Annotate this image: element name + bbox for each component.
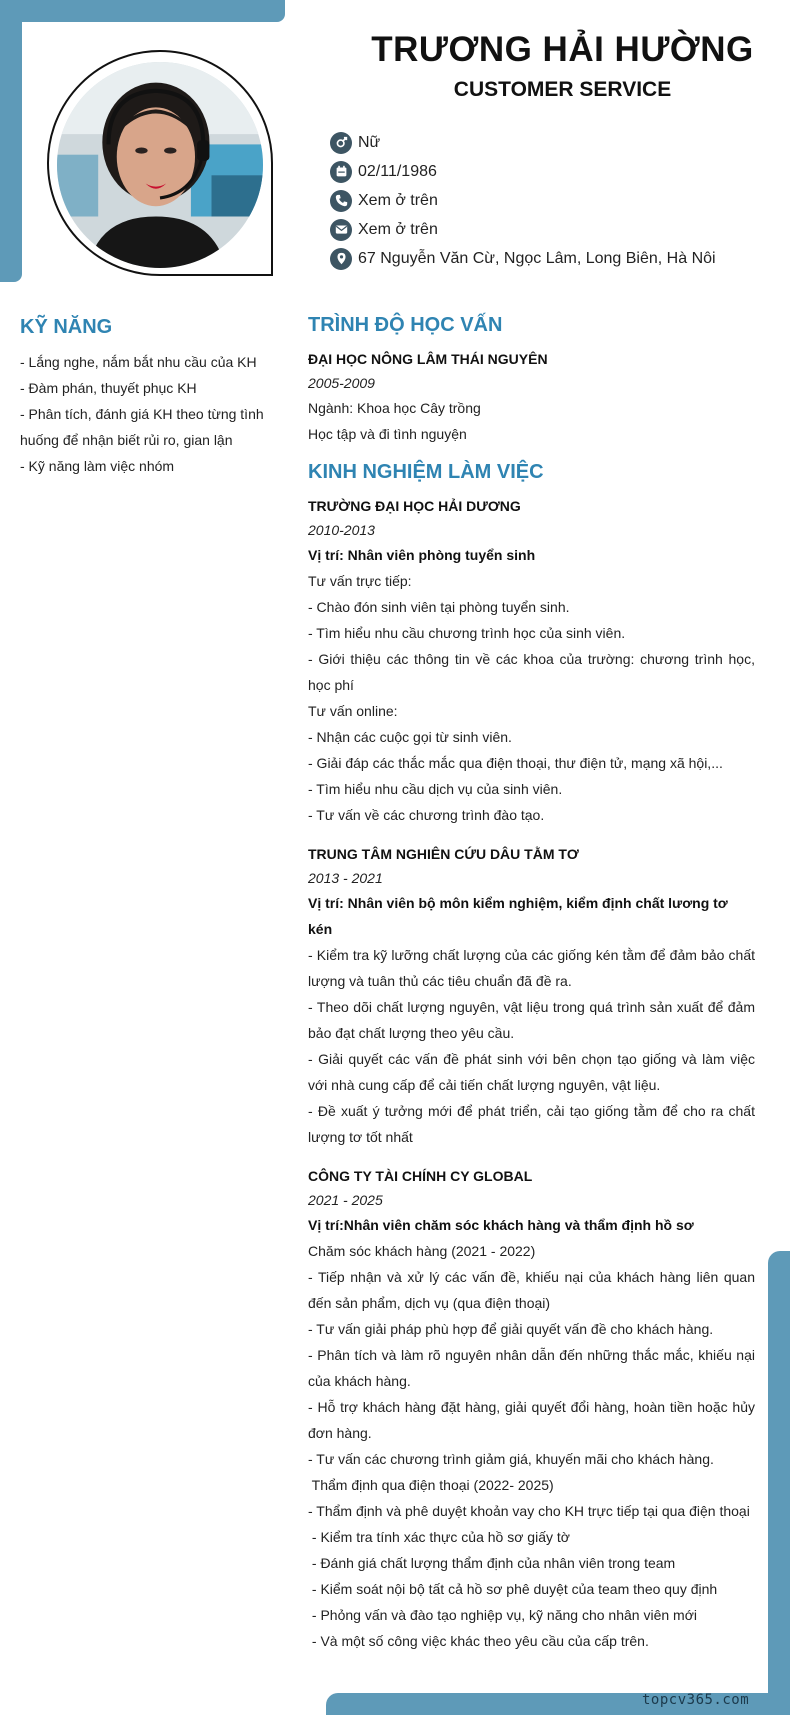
job-line: - Chào đón sinh viên tại phòng tuyển sinh. bbox=[308, 599, 570, 615]
calendar-icon bbox=[330, 161, 352, 183]
job-line: - Giới thiệu các thông tin về các khoa của trường: chương trình học, học phí bbox=[308, 651, 755, 693]
job-line: - Kiểm tra kỹ lưỡng chất lượng của các giống kén tằm để đảm bảo chất lượng và tuân thủ các tiêu chuẩn đã đề ra. bbox=[308, 947, 755, 989]
job-line: Thẩm định qua điện thoại (2022- 2025) bbox=[308, 1477, 554, 1493]
job-line: - Tư vấn các chương trình giảm giá, khuyến mãi cho khách hàng. bbox=[308, 1451, 714, 1467]
education-title: TRÌNH ĐỘ HỌC VẤN bbox=[308, 314, 503, 336]
person-name: TRƯƠNG HẢI HƯỜNG bbox=[371, 30, 754, 69]
job-company: TRUNG TÂM NGHIÊN CỨU DÂU TẰM TƠ bbox=[308, 846, 579, 862]
decor-top-bar bbox=[0, 0, 285, 22]
contact-address bbox=[330, 244, 716, 273]
job-line: Chăm sóc khách hàng (2021 - 2022) bbox=[308, 1243, 536, 1259]
education-school: ĐẠI HỌC NÔNG LÂM THÁI NGUYÊN bbox=[308, 351, 548, 367]
job-line: - Giải đáp các thắc mắc qua điện thoại, thư điện tử, mạng xã hội,... bbox=[308, 755, 723, 771]
job-period: 2013 - 2021 bbox=[308, 870, 383, 886]
job-entry bbox=[308, 1164, 755, 1654]
job-line: - Tìm hiểu nhu cầu chương trình học của sinh viên. bbox=[308, 625, 626, 641]
job-line: - Tư vấn giải pháp phù hợp để giải quyết vấn đề cho khách hàng. bbox=[308, 1321, 714, 1337]
skill-item: - Phân tích, đánh giá KH theo từng tình huống để nhận biết rủi ro, gian lận bbox=[20, 406, 264, 448]
job-line: - Tư vấn về các chương trình đào tạo. bbox=[308, 807, 545, 823]
skill-item: - Lắng nghe, nắm bắt nhu cầu của KH bbox=[20, 354, 257, 370]
job-company: CÔNG TY TÀI CHÍNH CY GLOBAL bbox=[308, 1168, 533, 1184]
job-line: - Kiểm soát nội bộ tất cả hồ sơ phê duyệt của team theo quy định bbox=[308, 1581, 718, 1597]
location-icon bbox=[330, 248, 352, 270]
experience-title: KINH NGHIỆM LÀM VIỆC bbox=[308, 461, 544, 483]
job-line: - Giải quyết các vấn đề phát sinh với bên chọn tạo giống và làm việc với nhà cung cấp để cải tiến chất lượng nguyên, vật liệu. bbox=[308, 1051, 755, 1093]
job-line: - Đề xuất ý tưởng mới để phát triển, cải tạo giống tằm để cho ra chất lượng tơ tốt nhất bbox=[308, 1103, 755, 1145]
job-line: - Nhận các cuộc gọi từ sinh viên. bbox=[308, 729, 512, 745]
decor-left-bar bbox=[0, 0, 22, 282]
job-line: - Đánh giá chất lượng thẩm định của nhân viên trong team bbox=[308, 1555, 676, 1571]
job-period: 2021 - 2025 bbox=[308, 1192, 383, 1208]
job-line: - Phỏng vấn và đào tạo nghiệp vụ, kỹ năng cho nhân viên mới bbox=[308, 1607, 697, 1623]
job-line: Tư vấn online: bbox=[308, 703, 398, 719]
skills-title: KỸ NĂNG bbox=[20, 316, 113, 338]
job-role: Vị trí: Nhân viên bộ môn kiểm nghiệm, kiểm định chất lương tơ kén bbox=[308, 895, 728, 937]
skills-section bbox=[20, 316, 282, 479]
skill-item: - Kỹ năng làm việc nhóm bbox=[20, 458, 175, 474]
job-company: TRƯỜNG ĐẠI HỌC HẢI DƯƠNG bbox=[308, 498, 521, 514]
job-line: Tư vấn trực tiếp: bbox=[308, 573, 412, 589]
contact-email bbox=[330, 215, 716, 244]
email-icon bbox=[330, 219, 352, 241]
education-major: Ngành: Khoa học Cây trồng bbox=[308, 400, 481, 416]
contact-info bbox=[330, 128, 716, 273]
job-period: 2010-2013 bbox=[308, 522, 375, 538]
decor-right-bar bbox=[768, 1251, 790, 1715]
contact-gender bbox=[330, 128, 716, 157]
education-section bbox=[308, 314, 755, 447]
job-entry bbox=[308, 842, 755, 1150]
job-line: - Phân tích và làm rõ nguyên nhân dẫn đến những thắc mắc, khiếu nại của khách hàng. bbox=[308, 1347, 755, 1389]
contact-phone-value: Xem ở trên bbox=[358, 191, 438, 209]
contact-gender-value: Nữ bbox=[358, 133, 381, 151]
contact-address-value: 67 Nguyễn Văn Cừ, Ngọc Lâm, Long Biên, Hà Nôi bbox=[358, 249, 716, 267]
job-title: CUSTOMER SERVICE bbox=[453, 78, 672, 101]
contact-phone bbox=[330, 186, 716, 215]
main-column bbox=[308, 314, 755, 1668]
education-note: Học tập và đi tình nguyện bbox=[308, 426, 467, 442]
phone-icon bbox=[330, 190, 352, 212]
contact-birthday bbox=[330, 157, 716, 186]
skill-item: - Đàm phán, thuyết phục KH bbox=[20, 380, 197, 396]
gender-icon bbox=[330, 132, 352, 154]
job-role: Vị trí:Nhân viên chăm sóc khách hàng và thẩm định hồ sơ bbox=[308, 1217, 694, 1233]
job-entry bbox=[308, 494, 755, 828]
watermark-link[interactable]: topcv365.com bbox=[642, 1692, 750, 1708]
contact-birthday-value: 02/11/1986 bbox=[358, 162, 437, 180]
job-line: - Kiểm tra tính xác thực của hồ sơ giấy tờ bbox=[308, 1529, 570, 1545]
contact-email-value: Xem ở trên bbox=[358, 220, 438, 238]
job-line: - Và một số công việc khác theo yêu cầu của cấp trên. bbox=[308, 1633, 649, 1649]
job-line: - Hỗ trợ khách hàng đặt hàng, giải quyết đổi hàng, hoàn tiền hoặc hủy đơn hàng. bbox=[308, 1399, 755, 1441]
job-line: - Tìm hiểu nhu cầu dịch vụ của sinh viên. bbox=[308, 781, 563, 797]
job-line: - Thẩm định và phê duyệt khoản vay cho KH trực tiếp tại qua điện thoại bbox=[308, 1503, 750, 1519]
job-line: - Theo dõi chất lượng nguyên, vật liệu trong quá trình sản xuất để đảm bảo đạt chất lượng theo yêu cầu. bbox=[308, 999, 755, 1041]
avatar bbox=[57, 62, 263, 268]
education-period: 2005-2009 bbox=[308, 375, 375, 391]
job-line: - Tiếp nhận và xử lý các vấn đề, khiếu nại của khách hàng liên quan đến sản phẩm, dịch vụ (qua điện thoại) bbox=[308, 1269, 755, 1311]
experience-section bbox=[308, 461, 755, 1654]
job-role: Vị trí: Nhân viên phòng tuyển sinh bbox=[308, 547, 536, 563]
